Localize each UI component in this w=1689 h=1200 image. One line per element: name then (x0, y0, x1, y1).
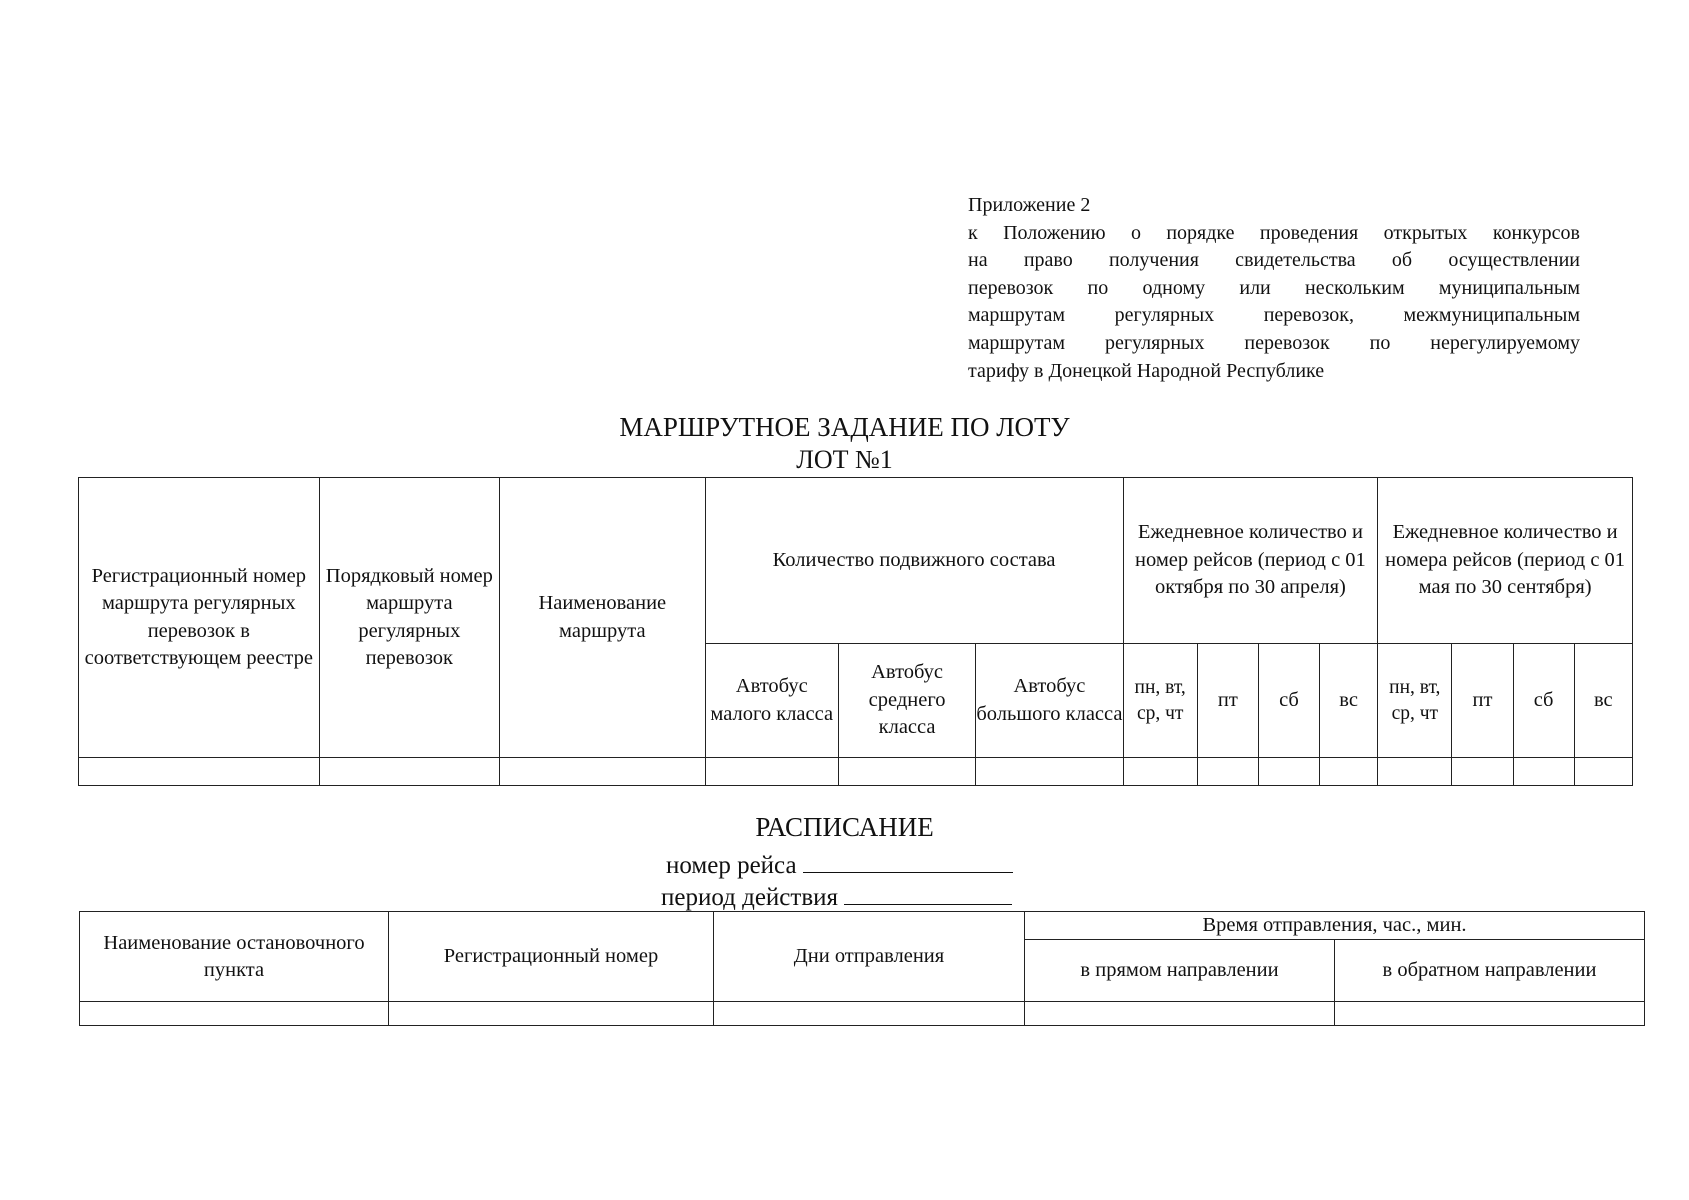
route-task-title: МАРШРУТНОЕ ЗАДАНИЕ ПО ЛОТУ (619, 412, 1070, 442)
empty-cell (1513, 758, 1574, 786)
lot-title: ЛОТ №1 (796, 445, 893, 474)
header-day-sat: сб (1258, 644, 1319, 758)
header-summer-trips: Ежедневное количество и номера рейсов (период с 01 мая по 30 сентября) (1378, 478, 1633, 644)
empty-cell (1320, 758, 1378, 786)
header-winter-trips: Ежедневное количество и номер рейсов (период с 01 октября по 30 апреля) (1123, 478, 1378, 644)
empty-cell (79, 758, 320, 786)
period-field (661, 880, 1012, 912)
appendix-line: маршрутам регулярных перевозок по нерегулируемому (968, 331, 1580, 354)
appendix-line: на право получения свидетельства об осуществлении (968, 249, 1580, 272)
header-schedule-reg-number: Регистрационный номер (389, 912, 714, 1002)
table-row (79, 758, 1633, 786)
header-backward-direction: в обратном направлении (1335, 940, 1645, 1002)
empty-cell (705, 758, 838, 786)
empty-cell (500, 758, 706, 786)
empty-cell (389, 1002, 714, 1026)
trip-number-label: номер рейса (666, 852, 797, 879)
period-label: период действия (661, 884, 839, 911)
appendix-line: к Положению о порядке проведения открытых конкурсов (968, 221, 1580, 244)
appendix-line: маршрутам регулярных перевозок, межмуниципальным (968, 304, 1580, 327)
header-seq-number: Порядковый номер маршрута регулярных перевозок (319, 478, 499, 758)
header-departure-time: Время отправления, час., мин. (1025, 912, 1645, 940)
empty-cell (1452, 758, 1513, 786)
appendix-heading: Приложение 2 (968, 194, 1091, 216)
empty-cell (714, 1002, 1025, 1026)
empty-cell (976, 758, 1123, 786)
empty-cell (1258, 758, 1319, 786)
table-row (80, 1002, 1645, 1026)
header-bus-large: Автобус большого класса (976, 644, 1123, 758)
header-day-sat: сб (1513, 644, 1574, 758)
header-route-name: Наименование маршрута (500, 478, 706, 758)
empty-cell (1197, 758, 1258, 786)
empty-cell (80, 1002, 389, 1026)
header-day-sun: вс (1320, 644, 1378, 758)
empty-cell (1574, 758, 1632, 786)
empty-cell (1025, 1002, 1335, 1026)
schedule-table (79, 911, 1645, 1026)
empty-cell (319, 758, 499, 786)
header-forward-direction: в прямом направлении (1025, 940, 1335, 1002)
header-bus-medium: Автобус среднего класса (838, 644, 975, 758)
header-stop-name: Наименование остановочного пункта (80, 912, 389, 1002)
appendix-note (968, 192, 1580, 385)
header-day-mon-thu: пн, вт, ср, чт (1123, 644, 1197, 758)
header-reg-number: Регистрационный номер маршрута регулярных перевозок в соответствующем реестре (79, 478, 320, 758)
header-rolling-stock: Количество подвижного состава (705, 478, 1123, 644)
trip-number-blank (803, 848, 1013, 873)
period-blank (844, 880, 1012, 905)
header-departure-days: Дни отправления (714, 912, 1025, 1002)
empty-cell (1335, 1002, 1645, 1026)
schedule-title: РАСПИСАНИЕ (755, 812, 934, 842)
header-day-sun: вс (1574, 644, 1632, 758)
appendix-line: перевозок по одному или нескольким муниципальным (968, 276, 1580, 299)
appendix-line: тарифу в Донецкой Народной Республике (968, 359, 1325, 382)
header-day-fri: пт (1452, 644, 1513, 758)
route-task-table (78, 477, 1633, 786)
header-day-mon-thu: пн, вт, ср, чт (1378, 644, 1452, 758)
empty-cell (838, 758, 975, 786)
trip-number-field (666, 848, 1013, 880)
empty-cell (1123, 758, 1197, 786)
empty-cell (1378, 758, 1452, 786)
header-day-fri: пт (1197, 644, 1258, 758)
header-bus-small: Автобус малого класса (705, 644, 838, 758)
